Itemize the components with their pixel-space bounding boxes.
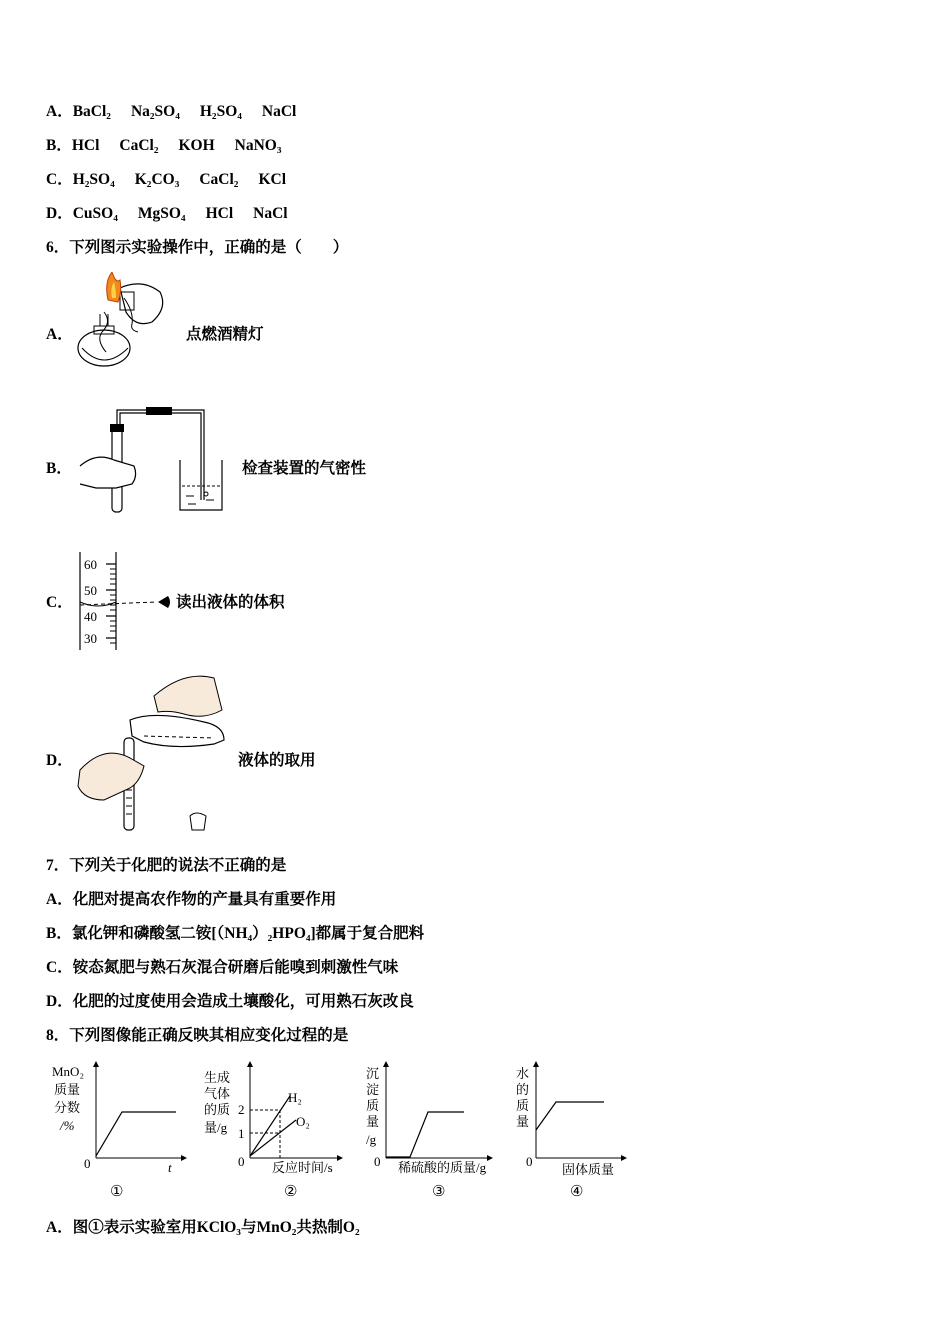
eye-icon <box>158 596 170 608</box>
graph-4-curve <box>536 1102 604 1130</box>
graph-2-ylabel-4: 量/g <box>204 1120 228 1135</box>
graph-2-label-o2: O₂ <box>296 1114 310 1129</box>
q7-option-c: C．铵态氮肥与熟石灰混合研磨后能嗅到刺激性气味 <box>46 959 399 976</box>
graph-4-ylabel-2: 的 <box>516 1082 530 1097</box>
graph-1-ylabel-1: MnO₂ <box>52 1064 84 1079</box>
q7-option-a: A．化肥对提高农作物的产量具有重要作用 <box>46 891 337 908</box>
graph-3-ylabel-2: 淀 <box>366 1082 380 1097</box>
q6-option-c-letter: C． <box>46 594 73 611</box>
cylinder-tick-60: 60 <box>84 557 97 572</box>
graduated-cylinder-figure <box>76 550 176 652</box>
pour-liquid-figure <box>74 670 234 838</box>
graph-2-ylabel-2: 气体 <box>204 1086 231 1101</box>
graph-1-ylabel-4: /% <box>60 1118 75 1133</box>
graph-4-ylabel-3: 质 <box>516 1098 530 1113</box>
graph-2-ylabel-1: 生成 <box>204 1070 231 1085</box>
q6-stem: 6．下列图示实验操作中，正确的是（ ） <box>46 239 349 256</box>
graph-1-xlabel: t <box>168 1160 172 1175</box>
graph-4 <box>516 1064 624 1200</box>
q8-graphs <box>44 1060 644 1210</box>
q6-option-d-letter: D． <box>46 752 73 769</box>
graph-2-tick-1: 1 <box>238 1126 245 1141</box>
q7-stem: 7．下列关于化肥的说法不正确的是 <box>46 857 287 874</box>
alcohol-lamp-figure <box>72 272 172 378</box>
graph-2-number: ② <box>284 1184 298 1200</box>
q5-option-b: B．HCl CaCl₂ KOH NaNO₃ <box>46 137 282 154</box>
graph-4-number: ④ <box>570 1184 584 1200</box>
graph-3-curve <box>386 1112 464 1157</box>
graph-3-ylabel-4: 量 <box>366 1114 380 1129</box>
q6-option-c-caption: 读出液体的体积 <box>176 594 285 611</box>
q6-option-d-caption: 液体的取用 <box>238 752 316 769</box>
graph-3 <box>366 1064 490 1200</box>
graph-2 <box>204 1064 340 1200</box>
graph-1-ylabel-2: 质量 <box>54 1082 81 1097</box>
graph-2-xlabel: 反应时间/s <box>272 1160 333 1175</box>
q5-option-a: A．BaCl₂ Na₂SO₄ H₂SO₄ NaCl <box>46 103 297 120</box>
graph-4-ylabel-1: 水 <box>516 1066 530 1081</box>
graph-3-xlabel: 稀硫酸的质量/g <box>398 1160 487 1175</box>
q6-option-a-letter: A． <box>46 326 73 343</box>
q5-option-d: D．CuSO₄ MgSO₄ HCl NaCl <box>46 205 288 222</box>
graph-3-ylabel-3: 质 <box>366 1098 380 1113</box>
graph-1 <box>52 1064 184 1200</box>
graph-1-number: ① <box>110 1184 124 1200</box>
graph-4-origin: 0 <box>526 1154 533 1169</box>
q6-option-a-caption: 点燃酒精灯 <box>186 326 264 343</box>
q6-option-b-letter: B． <box>46 460 72 477</box>
graph-3-ylabel-5: /g <box>366 1132 377 1147</box>
airtightness-check-figure <box>76 404 226 514</box>
graph-1-curve <box>96 1112 176 1156</box>
graph-1-ylabel-3: 分数 <box>54 1100 81 1115</box>
cylinder-tick-50: 50 <box>84 583 97 598</box>
graph-1-origin: 0 <box>84 1156 91 1171</box>
q5-option-c: C．H₂SO₄ K₂CO₃ CaCl₂ KCl <box>46 171 286 188</box>
graph-2-ylabel-3: 的质 <box>204 1102 231 1117</box>
graph-2-h2-line <box>250 1096 290 1156</box>
q7-option-b: B．氯化钾和磷酸氢二铵[（NH₄）₂HPO₄]都属于复合肥料 <box>46 925 425 942</box>
q6-option-b-caption: 检查装置的气密性 <box>242 460 367 477</box>
cylinder-tick-40: 40 <box>84 609 97 624</box>
graph-2-label-h2: H₂ <box>288 1090 302 1105</box>
graph-3-number: ③ <box>432 1184 446 1200</box>
cylinder-tick-30: 30 <box>84 631 97 646</box>
q8-option-a: A．图①表示实验室用KClO₃与MnO₂共热制O₂ <box>46 1219 360 1236</box>
graph-2-tick-2: 2 <box>238 1102 245 1117</box>
q8-stem: 8．下列图像能正确反映其相应变化过程的是 <box>46 1027 349 1044</box>
graph-4-xlabel: 固体质量 <box>562 1162 615 1177</box>
graph-2-o2-line <box>250 1120 296 1156</box>
q7-option-d: D．化肥的过度使用会造成土壤酸化，可用熟石灰改良 <box>46 993 414 1010</box>
graph-2-origin: 0 <box>238 1154 245 1169</box>
graph-3-ylabel-1: 沉 <box>366 1066 380 1081</box>
graph-3-origin: 0 <box>374 1154 381 1169</box>
graph-4-ylabel-4: 量 <box>516 1114 530 1129</box>
